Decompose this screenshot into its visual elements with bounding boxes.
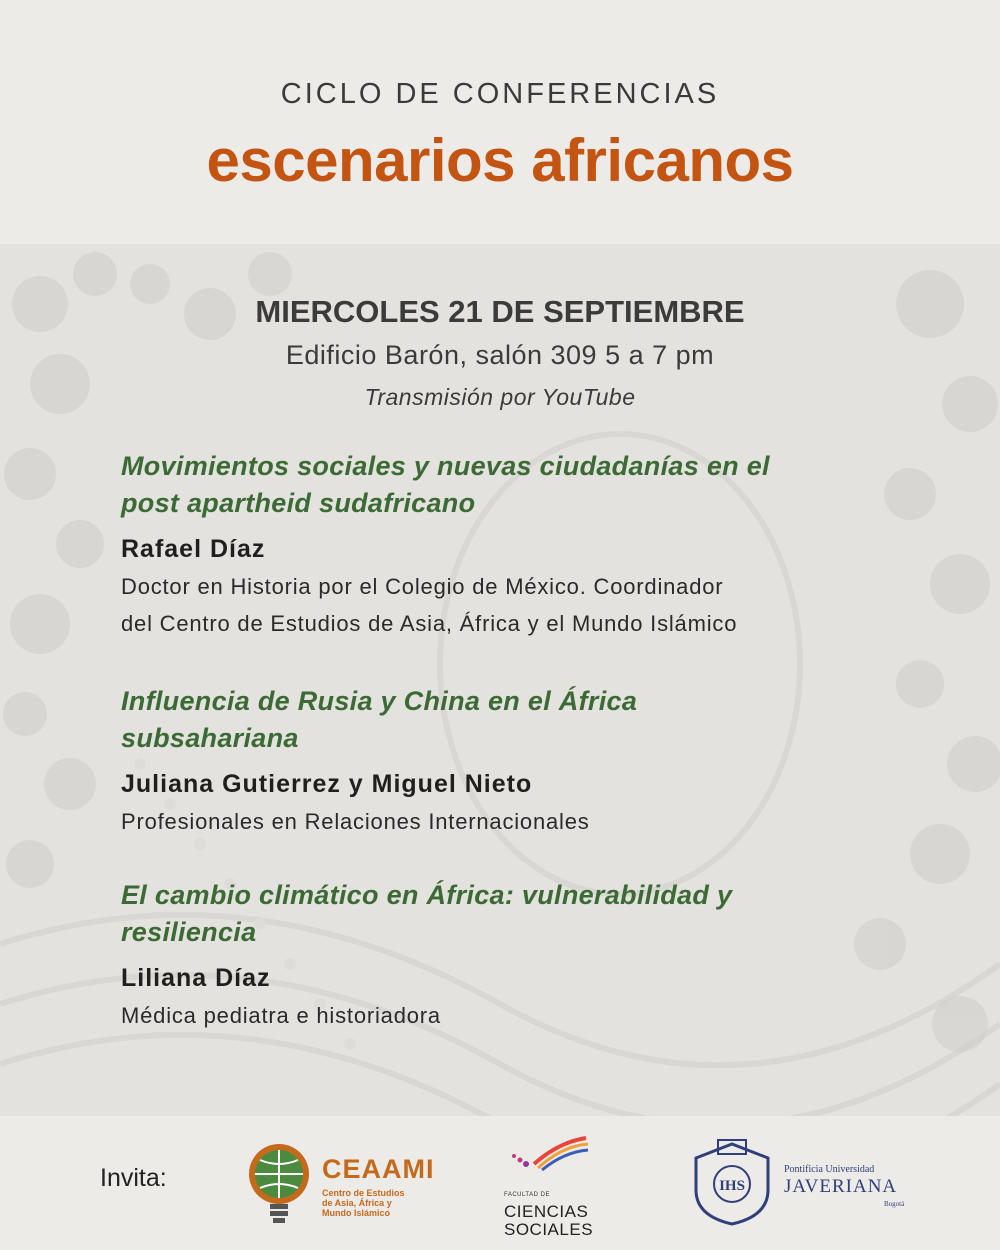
ceaami-subtitle-line: Centro de Estudios bbox=[322, 1188, 405, 1198]
ciencias-sociales-logo bbox=[504, 1134, 604, 1239]
javeriana-logo bbox=[688, 1138, 918, 1228]
talk-1 bbox=[121, 448, 881, 642]
speaker-bio bbox=[121, 568, 881, 642]
event-venue: Edificio Barón, salón 309 5 a 7 pm bbox=[285, 340, 715, 370]
bio-line: del Centro de Estudios de Asia, África y el Mundo Islámico bbox=[121, 611, 738, 636]
stream-note: Transmisión por YouTube bbox=[364, 384, 636, 410]
speaker-name: Rafael Díaz bbox=[121, 535, 266, 563]
bio-line: Profesionales en Relaciones Internacionales bbox=[121, 809, 590, 834]
ribbon-icon bbox=[504, 1134, 594, 1174]
speaker-bio bbox=[121, 803, 881, 840]
javeriana-city: Bogotá bbox=[884, 1200, 905, 1208]
speaker-name: Juliana Gutierrez y Miguel Nieto bbox=[121, 770, 533, 798]
talk-title-line: Influencia de Rusia y China en el África bbox=[121, 686, 638, 716]
ceaami-logo bbox=[246, 1142, 436, 1226]
ceaami-subtitle bbox=[322, 1188, 422, 1218]
fcs-faculty-label: FACULTAD DE bbox=[504, 1192, 550, 1198]
javeriana-name: JAVERIANA bbox=[784, 1176, 898, 1197]
seal-monogram: IHS bbox=[719, 1178, 745, 1194]
ceaami-subtitle-line: Mundo Islámico bbox=[322, 1208, 391, 1218]
talk-title-line: subsahariana bbox=[121, 723, 299, 753]
talk-3 bbox=[121, 877, 881, 1034]
ceaami-name: CEAAMI bbox=[322, 1154, 435, 1184]
talk-title bbox=[121, 683, 881, 757]
speaker-name: Liliana Díaz bbox=[121, 964, 271, 992]
bio-line: Doctor en Historia por el Colegio de México. Coordinador bbox=[121, 574, 724, 599]
talk-title bbox=[121, 877, 881, 951]
footer bbox=[0, 1116, 1000, 1250]
bio-line: Médica pediatra e historiadora bbox=[121, 1003, 441, 1028]
talk-title-line: El cambio climático en África: vulnerabilidad y bbox=[121, 880, 733, 910]
series-label: CICLO DE CONFERENCIAS bbox=[280, 78, 720, 110]
talk-title-line: post apartheid sudafricano bbox=[121, 488, 476, 518]
talk-title-line: resiliencia bbox=[121, 917, 257, 947]
javeriana-subtitle: Pontificia Universidad bbox=[784, 1164, 875, 1175]
fcs-line-2: SOCIALES bbox=[504, 1220, 594, 1239]
globe-lightbulb-icon bbox=[246, 1142, 316, 1226]
header bbox=[0, 0, 1000, 244]
event-date: MIERCOLES 21 DE SEPTIEMBRE bbox=[255, 294, 745, 329]
invita-label: Invita: bbox=[100, 1164, 167, 1192]
university-seal-icon bbox=[688, 1138, 776, 1226]
event-title: escenarios africanos bbox=[206, 127, 794, 194]
talk-title-line: Movimientos sociales y nuevas ciudadanías en el bbox=[121, 451, 770, 481]
talk-title bbox=[121, 448, 881, 522]
ceaami-subtitle-line: de Asia, África y bbox=[322, 1198, 392, 1208]
speaker-bio bbox=[121, 997, 881, 1034]
event-content bbox=[0, 244, 1000, 1116]
fcs-line-1: CIENCIAS bbox=[504, 1202, 589, 1221]
talk-2 bbox=[121, 683, 881, 840]
